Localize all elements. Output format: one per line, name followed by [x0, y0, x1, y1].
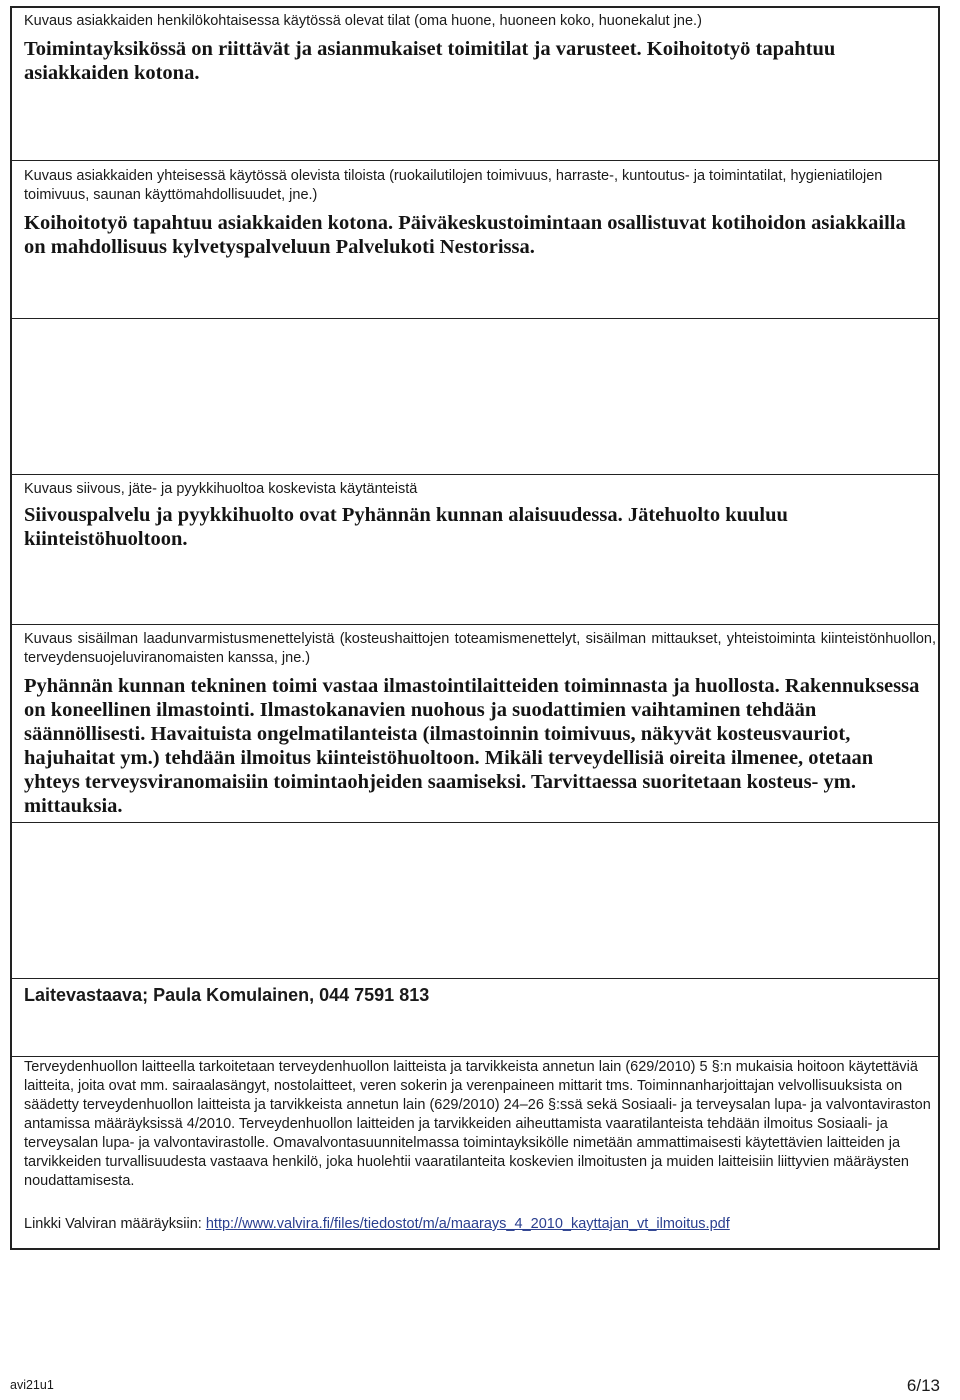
section-equipment-info: [10, 1058, 940, 1234]
divider: [10, 978, 940, 979]
shared-facilities-answer: Koihoitotyö tapahtuu asiakkaiden kotona. Päiväkeskustoimintaan osallistuvat kotihoidon asiakkailla on mahdollisuus kylvetyspalveluun Palvelukoti Nestorissa.: [24, 212, 906, 258]
equipment-info: Terveydenhuollon laitteella tarkoitetaan terveydenhuollon laitteista ja tarvikkeista annetun lain (629/2010) 5 §:n mukaisia hoitoon käytettäviä laitteita, joita ovat mm. sairaalasängyt, nostolaitteet, veren sokerin ja verenpaineen mittarit tms. Toiminnanharjoittajan velvollisuuksista on säädetty terveydenhuollon laitteista ja tarvikkeista annetun lain (629/2010) 24–26 §:ssä sekä Sosiaali- ja terveysalan lupa- ja valvontaviraston antamissa määräyksissä 4/2010. Terveydenhuollon laitteiden ja tarvikkeiden aiheuttamista vaaratilanteista tehdään ilmoitus Sosiaali- ja terveysalan lupa- ja valvontavirastolle. Omavalvontasuunnitelmassa toimintayksikölle nimetään ammattimaisesti käytettävien laitteiden ja tarvikkeiden turvallisuudesta vastaava henkilö, joka huolehtii vaaratilanteita koskevien ilmoitusten ja muiden laitteisiin liittyvien määräysten noudattamisesta.: [24, 1059, 931, 1189]
cleaning-label: Kuvaus siivous, jäte- ja pyykkihuoltoa koskevista käytänteistä: [24, 481, 418, 497]
divider: [10, 624, 940, 625]
divider: [10, 318, 940, 319]
divider: [10, 1056, 940, 1057]
indoor-air-label: Kuvaus sisäilman laadunvarmistusmenettelyistä (kosteushaittojen toteamismenettelyt, sisäilman mittaukset, yhteistoiminta kiinteistönhuollon, terveydensuojeluviranomaisten kanssa, jne.): [24, 631, 936, 666]
cleaning-answer: Siivouspalvelu ja pyykkihuolto ovat Pyhännän kunnan alaisuudessa. Jätehuolto kuuluu kiinteistöhuoltoon.: [24, 504, 788, 550]
valvira-link-row: [24, 1215, 932, 1234]
section-shared-facilities: [10, 164, 940, 259]
page-number: 6/13: [906, 1376, 940, 1395]
divider: [10, 822, 940, 823]
divider: [10, 160, 940, 161]
valvira-link-prefix: Linkki Valviran määräyksiin:: [24, 1216, 206, 1232]
shared-facilities-label: Kuvaus asiakkaiden yhteisessä käytössä olevista tiloista (ruokailutilojen toimivuus, harraste-, kuntoutus- ja toimintatilat, hygieniatilojen toimivuus, saunan käyttömahdollisuudet, jne.): [24, 168, 883, 203]
own-facilities-label: Kuvaus asiakkaiden henkilökohtaisessa käytössä olevat tilat (oma huone, huoneen koko, huonekalut jne.): [24, 13, 702, 29]
section-own-facilities: [10, 8, 940, 85]
valvira-link[interactable]: http://www.valvira.fi/files/tiedostot/m/a/maarays_4_2010_kayttajan_vt_ilmoitus.pdf: [205, 1216, 730, 1232]
own-facilities-answer: Toimintayksikössä on riittävät ja asianmukaiset toimitilat ja varusteet. Koihoitotyö tapahtuu asiakkaiden kotona.: [24, 38, 836, 84]
doc-code: avi21u1: [10, 1378, 54, 1392]
indoor-air-answer: Pyhännän kunnan tekninen toimi vastaa ilmastointilaitteiden toiminnasta ja huollosta. Rakennuksessa on koneellinen ilmastointi. Ilmastokanavien nuohous ja suodattimien vaihtaminen tehdään säännöllisesti. Havaituista ongelmatilanteista (ilmastoinnin toimivuus, näkyvät kosteusvauriot, hajuhaitat ym.) tehdään ilmoitus kiinteistöhuoltoon. Mikäli terveydellisiä oireita ilmenee, otetaan yhteys terveysviranomaisiin toimintaohjeiden saamiseksi. Tarvittaessa suoritetaan kosteus- ym. mittauksia.: [24, 675, 920, 817]
section-equipment-contact: [10, 982, 940, 1006]
divider: [10, 474, 940, 475]
equipment-contact: Laitevastaava; Paula Komulainen, 044 7591 813: [24, 985, 430, 1005]
section-cleaning: [10, 478, 940, 551]
section-indoor-air: [10, 628, 940, 818]
